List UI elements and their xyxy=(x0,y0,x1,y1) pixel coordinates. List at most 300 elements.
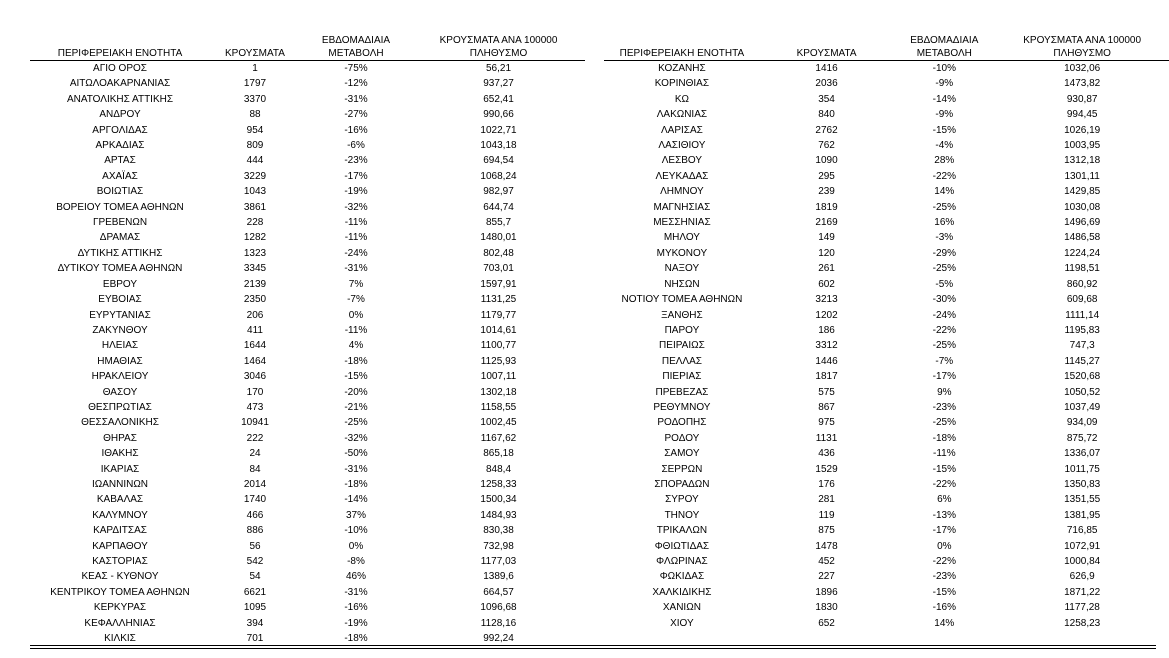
cell-per-100k: 1026,19 xyxy=(1064,124,1101,136)
cell-weekly-change: -5% xyxy=(935,278,954,290)
cell-region: ΜΗΛΟΥ xyxy=(663,232,700,244)
cell-region: ΣΠΟΡΑΔΩΝ xyxy=(654,478,710,490)
cell-region: ΓΡΕΒΕΝΩΝ xyxy=(92,217,148,229)
cell-weekly-change: 14% xyxy=(934,617,955,629)
cell-weekly-change: -3% xyxy=(935,232,954,244)
header-weekly-line1: ΕΒΔΟΜΑΔΙΑΙΑ xyxy=(910,34,979,46)
table-row xyxy=(604,138,1169,153)
cell-cases: 10941 xyxy=(241,417,269,429)
cell-weekly-change: -11% xyxy=(932,448,956,460)
cell-region: ΕΥΒΟΙΑΣ xyxy=(98,294,142,306)
cell-cases: 1464 xyxy=(243,355,267,367)
cell-cases: 452 xyxy=(818,556,835,567)
table-row xyxy=(30,61,585,77)
cell-per-100k: 1131,25 xyxy=(480,294,517,306)
cell-region: ΜΥΚΟΝΟΥ xyxy=(656,247,708,259)
cell-region: ΑΓΙΟ ΟΡΟΣ xyxy=(93,63,147,74)
cell-weekly-change: -18% xyxy=(344,355,368,367)
table-body-left xyxy=(30,61,585,647)
cell-region: ΞΑΝΘΗΣ xyxy=(661,309,703,321)
cell-cases: 701 xyxy=(246,633,264,645)
cell-cases: 1202 xyxy=(815,309,838,321)
cell-per-100k: 930,87 xyxy=(1066,93,1098,105)
cases-table-right xyxy=(604,33,1169,631)
cell-weekly-change: -10% xyxy=(932,63,956,74)
table-row xyxy=(604,153,1169,168)
cell-region: ΑΝΔΡΟΥ xyxy=(99,109,141,121)
cell-cases: 1 xyxy=(252,63,258,74)
table-row xyxy=(604,369,1169,384)
cell-region: ΔΥΤΙΚΟΥ ΤΟΜΕΑ ΑΘΗΝΩΝ xyxy=(57,263,183,275)
table-row xyxy=(30,600,585,615)
cell-weekly-change: -25% xyxy=(344,417,368,429)
cell-cases: 2014 xyxy=(243,478,267,490)
cell-per-100k: 1496,69 xyxy=(1064,217,1101,229)
cell-per-100k: 1520,68 xyxy=(1064,371,1101,383)
cell-region: ΘΕΣΠΡΩΤΙΑΣ xyxy=(88,401,152,413)
table-row xyxy=(30,76,585,91)
cell-region: ΛΑΣΙΘΙΟΥ xyxy=(658,140,706,152)
cell-cases: 411 xyxy=(247,324,263,336)
cell-per-100k: 1068,24 xyxy=(480,170,517,182)
table-row xyxy=(30,107,585,122)
cell-per-100k: 1158,55 xyxy=(480,401,517,413)
cell-weekly-change: -9% xyxy=(935,109,954,121)
cell-per-100k: 1258,33 xyxy=(480,478,517,490)
cell-weekly-change: -23% xyxy=(344,155,368,167)
cell-region: ΦΛΩΡΙΝΑΣ xyxy=(656,556,708,567)
cell-region: ΣΥΡΟΥ xyxy=(665,494,699,506)
cell-weekly-change: -15% xyxy=(932,124,956,136)
cell-region: ΚΩ xyxy=(674,93,689,105)
table-row xyxy=(604,261,1169,276)
cell-weekly-change: -17% xyxy=(344,170,368,182)
cell-region: ΘΗΡΑΣ xyxy=(103,432,137,444)
cell-region: ΝΗΣΩΝ xyxy=(664,278,700,290)
cell-weekly-change: -18% xyxy=(932,432,956,444)
cell-cases: 394 xyxy=(246,617,264,629)
table-row xyxy=(604,569,1169,584)
cell-per-100k: 830,38 xyxy=(483,525,514,537)
cell-cases: 1817 xyxy=(815,371,838,383)
cell-weekly-change: -18% xyxy=(344,478,368,490)
cell-weekly-change: -7% xyxy=(935,355,954,367)
cell-weekly-change: -24% xyxy=(932,309,956,321)
table-row xyxy=(604,169,1169,184)
cell-per-100k: 1014,61 xyxy=(480,324,517,336)
cell-per-100k: 1030,08 xyxy=(1064,201,1101,213)
cell-cases: 2169 xyxy=(815,217,838,229)
cell-cases: 1090 xyxy=(815,155,838,167)
cell-region: ΑΙΤΩΛΟΑΚΑΡΝΑΝΙΑΣ xyxy=(69,78,171,90)
cell-region: ΚΑΛΥΜΝΟΥ xyxy=(92,509,148,521)
cell-cases: 1896 xyxy=(815,586,838,598)
cell-weekly-change: -17% xyxy=(932,371,956,383)
cell-region: ΚΙΛΚΙΣ xyxy=(104,633,136,645)
table-row xyxy=(604,554,1169,569)
cell-cases: 239 xyxy=(818,186,835,198)
cell-region: ΡΟΔΟΥ xyxy=(664,432,700,444)
cell-weekly-change: -19% xyxy=(344,186,368,198)
table-row xyxy=(30,554,585,569)
cell-weekly-change: -22% xyxy=(932,170,956,182)
cell-weekly-change: -24% xyxy=(344,247,368,259)
cell-weekly-change: -6% xyxy=(347,140,365,152)
cell-per-100k: 1350,83 xyxy=(1064,478,1101,490)
cell-per-100k: 644,74 xyxy=(483,201,514,213)
cell-weekly-change: -75% xyxy=(344,63,368,74)
table-row xyxy=(604,76,1169,91)
cell-weekly-change: -20% xyxy=(344,386,368,398)
cell-weekly-change: 6% xyxy=(937,494,952,506)
cell-cases: 1416 xyxy=(815,63,838,74)
table-row xyxy=(604,292,1169,307)
cell-per-100k: 1007,11 xyxy=(480,371,517,383)
cell-weekly-change: -21% xyxy=(344,401,368,413)
cell-region: ΠΙΕΡΙΑΣ xyxy=(662,371,702,383)
cell-cases: 170 xyxy=(246,386,264,398)
header-spacer xyxy=(210,33,300,47)
cell-cases: 186 xyxy=(818,324,835,336)
cell-weekly-change: -16% xyxy=(344,124,368,136)
cell-per-100k: 1224,24 xyxy=(1064,247,1101,259)
cell-weekly-change: -31% xyxy=(344,93,368,105)
cell-per-100k: 1871,22 xyxy=(1064,586,1101,598)
table-row xyxy=(604,600,1169,615)
table-row xyxy=(604,446,1169,461)
cell-region: ΚΑΣΤΟΡΙΑΣ xyxy=(92,556,148,567)
cell-cases: 88 xyxy=(249,109,261,121)
table-row xyxy=(30,308,585,323)
cell-cases: 228 xyxy=(246,217,264,229)
cell-region: ΔΥΤΙΚΗΣ ΑΤΤΙΚΗΣ xyxy=(77,247,163,259)
cell-per-100k: 1072,91 xyxy=(1064,540,1101,552)
table-row xyxy=(30,477,585,492)
cell-per-100k: 865,18 xyxy=(483,448,514,460)
table-row xyxy=(30,123,585,138)
cell-region: ΝΑΞΟΥ xyxy=(664,263,700,275)
cell-per-100k: 1597,91 xyxy=(480,278,517,290)
cell-cases: 975 xyxy=(818,417,835,429)
cell-region: ΧΑΛΚΙΔΙΚΗΣ xyxy=(652,586,712,598)
cell-cases: 120 xyxy=(818,247,835,259)
cell-weekly-change: -32% xyxy=(344,432,368,444)
cell-per-100k: 1500,34 xyxy=(480,494,517,506)
cell-cases: 149 xyxy=(818,232,835,244)
cell-cases: 1740 xyxy=(243,494,267,506)
cell-per-100k: 1179,77 xyxy=(480,309,517,321)
cell-cases: 575 xyxy=(818,386,835,398)
cell-region: ΙΩΑΝΝΙΝΩΝ xyxy=(91,478,149,490)
table-row xyxy=(30,230,585,245)
header-weekly-line1: ΕΒΔΟΜΑΔΙΑΙΑ xyxy=(321,34,391,46)
cell-weekly-change: -11% xyxy=(344,217,368,229)
cell-weekly-change: -30% xyxy=(932,294,956,306)
cell-per-100k: 703,01 xyxy=(483,263,514,275)
cell-weekly-change: -11% xyxy=(344,324,368,336)
cell-weekly-change: -50% xyxy=(344,448,368,460)
cell-cases: 222 xyxy=(246,432,264,444)
cell-cases: 281 xyxy=(818,494,835,506)
cell-cases: 1819 xyxy=(815,201,838,213)
cell-region: ΚΕΑΣ - ΚΥΘΝΟΥ xyxy=(81,571,159,583)
cell-per-100k: 1389,6 xyxy=(483,571,514,583)
table-row xyxy=(604,230,1169,245)
header-cases: ΚΡΟΥΣΜΑΤΑ xyxy=(760,47,893,61)
table-row xyxy=(604,308,1169,323)
cell-cases: 261 xyxy=(818,263,835,275)
table-row xyxy=(604,246,1169,261)
table-row xyxy=(604,385,1169,400)
table-row xyxy=(604,585,1169,600)
table-row xyxy=(30,415,585,430)
cell-region: ΚΑΡΔΙΤΣΑΣ xyxy=(93,525,147,537)
cell-region: ΗΡΑΚΛΕΙΟΥ xyxy=(91,371,149,383)
cell-cases: 2350 xyxy=(243,294,267,306)
cell-region: ΗΛΕΙΑΣ xyxy=(101,340,139,352)
cell-weekly-change: -31% xyxy=(344,463,368,475)
cell-weekly-change: -18% xyxy=(344,633,368,645)
table-row xyxy=(30,169,585,184)
cell-region: ΚΕΦΑΛΛΗΝΙΑΣ xyxy=(84,617,156,629)
cell-per-100k: 1000,84 xyxy=(1064,556,1101,567)
cell-weekly-change: 7% xyxy=(348,278,364,290)
cell-cases: 3345 xyxy=(243,263,267,275)
cell-weekly-change: -22% xyxy=(932,324,956,336)
cell-region: ΗΜΑΘΙΑΣ xyxy=(97,355,143,367)
cell-per-100k: 1128,16 xyxy=(480,617,517,629)
cell-weekly-change: -17% xyxy=(932,525,956,537)
header-spacer xyxy=(30,33,210,47)
cell-per-100k: 56,21 xyxy=(485,63,512,74)
cell-cases: 3229 xyxy=(243,170,267,182)
cell-weekly-change: -19% xyxy=(344,617,368,629)
table-row xyxy=(30,261,585,276)
cell-cases: 84 xyxy=(249,463,261,475)
table-row xyxy=(30,153,585,168)
table-row xyxy=(604,508,1169,523)
cell-cases: 3370 xyxy=(243,93,267,105)
header-region: ΠΕΡΙΦΕΡΕΙΑΚΗ ΕΝΟΤΗΤΑ xyxy=(604,47,760,61)
cell-per-100k: 1002,45 xyxy=(480,417,517,429)
cell-cases: 1830 xyxy=(815,602,838,614)
cell-cases: 354 xyxy=(818,93,835,105)
cell-region: ΑΡΤΑΣ xyxy=(104,155,136,167)
table-row xyxy=(604,415,1169,430)
cell-cases: 2139 xyxy=(243,278,267,290)
cell-per-100k: 1302,18 xyxy=(480,386,517,398)
cell-per-100k: 1258,23 xyxy=(1064,617,1101,629)
table-row xyxy=(604,492,1169,507)
cell-per-100k: 802,48 xyxy=(483,247,514,259)
cell-cases: 840 xyxy=(818,109,835,121)
cell-weekly-change: -4% xyxy=(935,140,954,152)
cell-region: ΚΑΒΑΛΑΣ xyxy=(96,494,144,506)
cell-weekly-change: -22% xyxy=(932,478,956,490)
cell-region: ΑΝΑΤΟΛΙΚΗΣ ΑΤΤΙΚΗΣ xyxy=(66,93,174,105)
cell-weekly-change: -15% xyxy=(344,371,368,383)
cell-weekly-change: -31% xyxy=(344,586,368,598)
header-weekly-line2: ΜΕΤΑΒΟΛΗ xyxy=(300,47,412,61)
cell-cases: 1282 xyxy=(243,232,267,244)
table-row xyxy=(604,523,1169,538)
cell-weekly-change: 16% xyxy=(934,217,955,229)
cell-per-100k: 1177,03 xyxy=(480,556,517,567)
table-row xyxy=(604,462,1169,477)
cell-per-100k: 1486,58 xyxy=(1064,232,1101,244)
cell-cases: 954 xyxy=(246,124,264,136)
cell-region: ΖΑΚΥΝΘΟΥ xyxy=(92,324,148,336)
table-row xyxy=(604,616,1169,631)
table-row xyxy=(604,215,1169,230)
cell-region: ΠΕΛΛΑΣ xyxy=(661,355,702,367)
cell-weekly-change: 0% xyxy=(348,540,364,552)
table-row xyxy=(30,492,585,507)
cell-region: ΚΟΖΑΝΗΣ xyxy=(658,63,706,74)
cell-weekly-change: 37% xyxy=(345,509,366,521)
cell-region: ΘΕΣΣΑΛΟΝΙΚΗΣ xyxy=(81,417,159,429)
table-row xyxy=(30,523,585,538)
cell-per-100k: 1198,51 xyxy=(1064,263,1100,275)
cell-region: ΧΙΟΥ xyxy=(670,617,694,629)
table-row xyxy=(604,277,1169,292)
header-weekly-line2: ΜΕΤΑΒΟΛΗ xyxy=(893,47,995,61)
cell-region: ΡΟΔΟΠΗΣ xyxy=(657,417,707,429)
cell-region: ΠΑΡΟΥ xyxy=(664,324,700,336)
cell-weekly-change: 28% xyxy=(934,155,955,167)
cell-weekly-change: -25% xyxy=(932,201,956,213)
cell-per-100k: 1484,93 xyxy=(480,509,517,521)
cell-cases: 602 xyxy=(818,278,835,290)
cell-region: ΚΑΡΠΑΘΟΥ xyxy=(92,540,148,552)
cell-cases: 1446 xyxy=(815,355,838,367)
cell-region: ΛΑΚΩΝΙΑΣ xyxy=(656,109,708,121)
table-row xyxy=(30,431,585,446)
cell-per-100k: 1336,07 xyxy=(1064,448,1101,460)
cell-region: ΤΡΙΚΑΛΩΝ xyxy=(656,525,708,537)
cell-cases: 3213 xyxy=(815,294,838,306)
cell-per-100k: 1125,93 xyxy=(480,355,517,367)
table-row xyxy=(30,246,585,261)
cell-weekly-change: -25% xyxy=(932,417,956,429)
cell-per-100k: 990,66 xyxy=(483,109,514,121)
cell-cases: 2036 xyxy=(815,78,838,90)
cell-per-100k: 1177,28 xyxy=(1064,602,1100,614)
cell-region: ΕΥΡΥΤΑΝΙΑΣ xyxy=(89,309,151,321)
cell-per-100k: 1032,06 xyxy=(1064,63,1101,74)
table-row xyxy=(604,200,1169,215)
table-row xyxy=(30,508,585,523)
cell-weekly-change: -25% xyxy=(932,340,956,352)
cell-region: ΑΡΓΟΛΙΔΑΣ xyxy=(92,124,148,136)
cell-per-100k: 1167,62 xyxy=(480,432,517,444)
cell-per-100k: 1043,18 xyxy=(480,140,517,152)
cell-region: ΠΡΕΒΕΖΑΣ xyxy=(655,386,709,398)
cell-per-100k: 694,54 xyxy=(483,155,514,167)
cell-cases: 886 xyxy=(246,525,264,537)
cell-per-100k: 1429,85 xyxy=(1064,186,1101,198)
table-row xyxy=(604,477,1169,492)
cell-region: ΕΒΡΟΥ xyxy=(102,278,138,290)
cell-cases: 2762 xyxy=(815,124,838,136)
cell-per-100k: 848,4 xyxy=(485,463,512,475)
cell-cases: 466 xyxy=(246,509,264,521)
cell-region: ΙΘΑΚΗΣ xyxy=(101,448,139,460)
cell-cases: 24 xyxy=(249,448,261,460)
cell-region: ΒΟΙΩΤΙΑΣ xyxy=(96,186,144,198)
cell-region: ΝΟΤΙΟΥ ΤΟΜΕΑ ΑΘΗΝΩΝ xyxy=(621,294,743,306)
cell-cases: 652 xyxy=(818,617,835,629)
cell-per-100k: 1050,52 xyxy=(1064,386,1101,398)
cell-cases: 1478 xyxy=(815,540,838,552)
cell-weekly-change: -11% xyxy=(344,232,368,244)
cell-weekly-change: -16% xyxy=(344,602,368,614)
cell-weekly-change: -25% xyxy=(932,263,956,275)
cell-per-100k: 1096,68 xyxy=(480,602,517,614)
cell-region: ΘΑΣΟΥ xyxy=(102,386,138,398)
cell-region: ΛΕΣΒΟΥ xyxy=(661,155,703,167)
table-row xyxy=(30,323,585,338)
cell-per-100k: 855,7 xyxy=(485,217,512,229)
cell-per-100k: 1111,14 xyxy=(1065,309,1100,321)
cell-per-100k: 1195,83 xyxy=(1064,324,1100,336)
cell-weekly-change: -10% xyxy=(344,525,368,537)
cell-per-100k: 626,9 xyxy=(1069,571,1095,583)
cell-cases: 54 xyxy=(249,571,261,583)
cell-weekly-change: -9% xyxy=(935,78,954,90)
cell-region: ΛΕΥΚΑΔΑΣ xyxy=(655,170,709,182)
cell-weekly-change: 0% xyxy=(348,309,364,321)
table-row xyxy=(604,431,1169,446)
cell-weekly-change: -8% xyxy=(347,556,365,567)
bottom-rule xyxy=(30,645,1156,646)
cell-per-100k: 1351,55 xyxy=(1064,494,1101,506)
cell-per-100k: 937,27 xyxy=(483,78,514,90)
cell-weekly-change: -23% xyxy=(932,571,956,583)
table-row xyxy=(30,446,585,461)
table-row xyxy=(604,107,1169,122)
header-per100k-line1: ΚΡΟΥΣΜΑΤΑ ΑΝΑ 100000 xyxy=(1023,34,1142,46)
cell-weekly-change: -7% xyxy=(347,294,365,306)
header-cases: ΚΡΟΥΣΜΑΤΑ xyxy=(210,47,300,61)
table-row xyxy=(604,400,1169,415)
cell-region: ΦΘΙΩΤΙΔΑΣ xyxy=(654,540,710,552)
cell-per-100k: 1100,77 xyxy=(480,340,517,352)
header-per100k-line1: ΚΡΟΥΣΜΑΤΑ ΑΝΑ 100000 xyxy=(439,34,558,46)
cell-region: ΑΧΑΪΑΣ xyxy=(102,170,138,182)
bottom-rule xyxy=(30,648,1156,649)
cell-region: ΚΕΡΚΥΡΑΣ xyxy=(93,602,147,614)
cell-region: ΙΚΑΡΙΑΣ xyxy=(100,463,140,475)
table-row xyxy=(30,616,585,631)
table-row xyxy=(604,539,1169,554)
cell-weekly-change: -15% xyxy=(932,463,956,475)
cell-weekly-change: -27% xyxy=(344,109,368,121)
cell-weekly-change: -12% xyxy=(344,78,368,90)
cell-cases: 176 xyxy=(818,478,835,490)
cell-weekly-change: 14% xyxy=(934,186,955,198)
cell-cases: 227 xyxy=(818,571,835,583)
cell-region: ΔΡΑΜΑΣ xyxy=(99,232,141,244)
cell-region: ΚΟΡΙΝΘΙΑΣ xyxy=(654,78,710,90)
cell-cases: 809 xyxy=(246,140,264,152)
table-row xyxy=(30,338,585,353)
cell-region: ΜΑΓΝΗΣΙΑΣ xyxy=(653,201,711,213)
cell-per-100k: 609,68 xyxy=(1066,294,1098,306)
cell-weekly-change: -23% xyxy=(932,401,956,413)
cell-weekly-change: -14% xyxy=(932,93,956,105)
cell-cases: 3861 xyxy=(243,201,267,213)
